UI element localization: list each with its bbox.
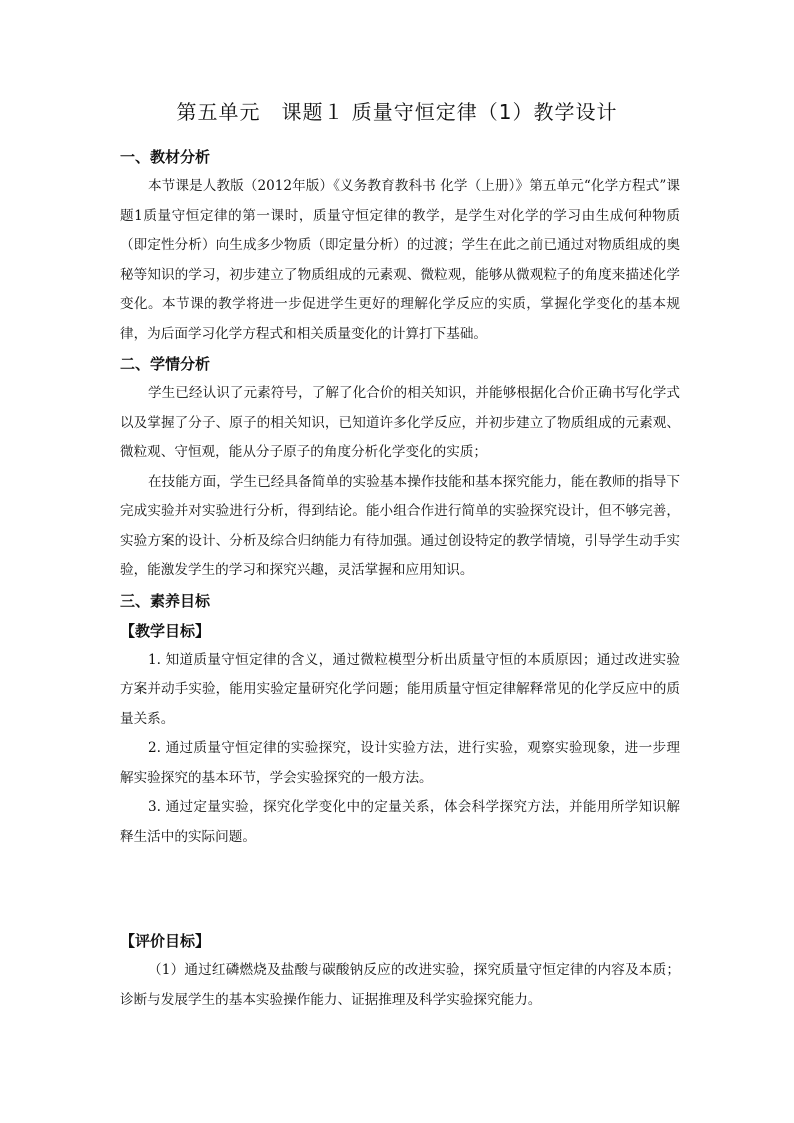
section-textbook-analysis [120, 142, 680, 349]
paragraph: 在技能方面，学生已经具备简单的实验基本操作技能和基本探究能力，能在教师的指导下完成实验并对实验进行分析，得到结论。能小组合作进行简单的实验探究设计，但不够完善，实验方案的设计、分析及综合归纳能力有待加强。通过创设特定的教学情境，引导学生动手实验，能激发学生的学习和探究兴趣，灵活掌握和应用知识。 [120, 473, 680, 578]
section-heading: 一、教材分析 [120, 148, 211, 166]
section-heading: 二、学情分析 [120, 355, 211, 373]
paragraph: 3. 通过定量实验，探究化学变化中的定量关系，体会科学探究方法，并能用所学知识解释生活中的实际问题。 [120, 799, 680, 845]
paragraph: 1. 知道质量守恒定律的含义，通过微粒模型分析出质量守恒的本质原因；通过改进实验方案并动手实验，能用实验定量研究化学问题；能用质量守恒定律解释常见的化学反应中的质量关系。 [120, 651, 680, 727]
blank-space [120, 852, 680, 926]
section-evaluation-goals [120, 926, 680, 1015]
section-heading: 三、素养目标 [120, 591, 211, 610]
subsection-heading-evaluation-goals: 【评价目标】 [120, 932, 211, 950]
subsection-heading-teaching-goals: 【教学目标】 [120, 621, 211, 640]
section-literacy-goals [120, 586, 680, 853]
paragraph: （1）通过红磷燃烧及盐酸与碳酸钠反应的改进实验，探究质量守恒定律的内容及本质；诊断与发展学生的基本实验操作能力、证据推理及科学实验探究能力。 [120, 962, 680, 1008]
document-body [120, 142, 680, 1015]
paragraph: 2. 通过质量守恒定律的实验探究，设计实验方法，进行实验，观察实验现象，进一步理解实验探究的基本环节，学会实验探究的一般方法。 [120, 740, 680, 786]
paragraph: 本节课是人教版（2012年版）《义务教育教科书 化学（上册）》第五单元“化学方程式”课题1质量守恒定律的第一课时，质量守恒定律的教学，是学生对化学的学习由生成何种物质（即定性分析）向生成多少物质（即定量分析）的过渡；学生在此之前已通过对物质组成的奥秘等知识的学习，初步建立了物质组成的元素观、微粒观，能够从微观粒子的角度来描述化学变化。本节课的教学将进一步促进学生更好的理解化学反应的实质，掌握化学变化的基本规律，为后面学习化学方程式和相关质量变化的计算打下基础。 [120, 178, 680, 342]
paragraph: 学生已经认识了元素符号，了解了化合价的相关知识，并能够根据化合价正确书写化学式以及掌握了分子、原子的相关知识，已知道许多化学反应，并初步建立了物质组成的元素观、微粒观、守恒观，能从分子原子的角度分析化学变化的实质； [120, 385, 680, 460]
document-title: 第五单元 课题１ 质量守恒定律（1）教学设计 [176, 100, 618, 124]
section-student-analysis [120, 349, 680, 586]
